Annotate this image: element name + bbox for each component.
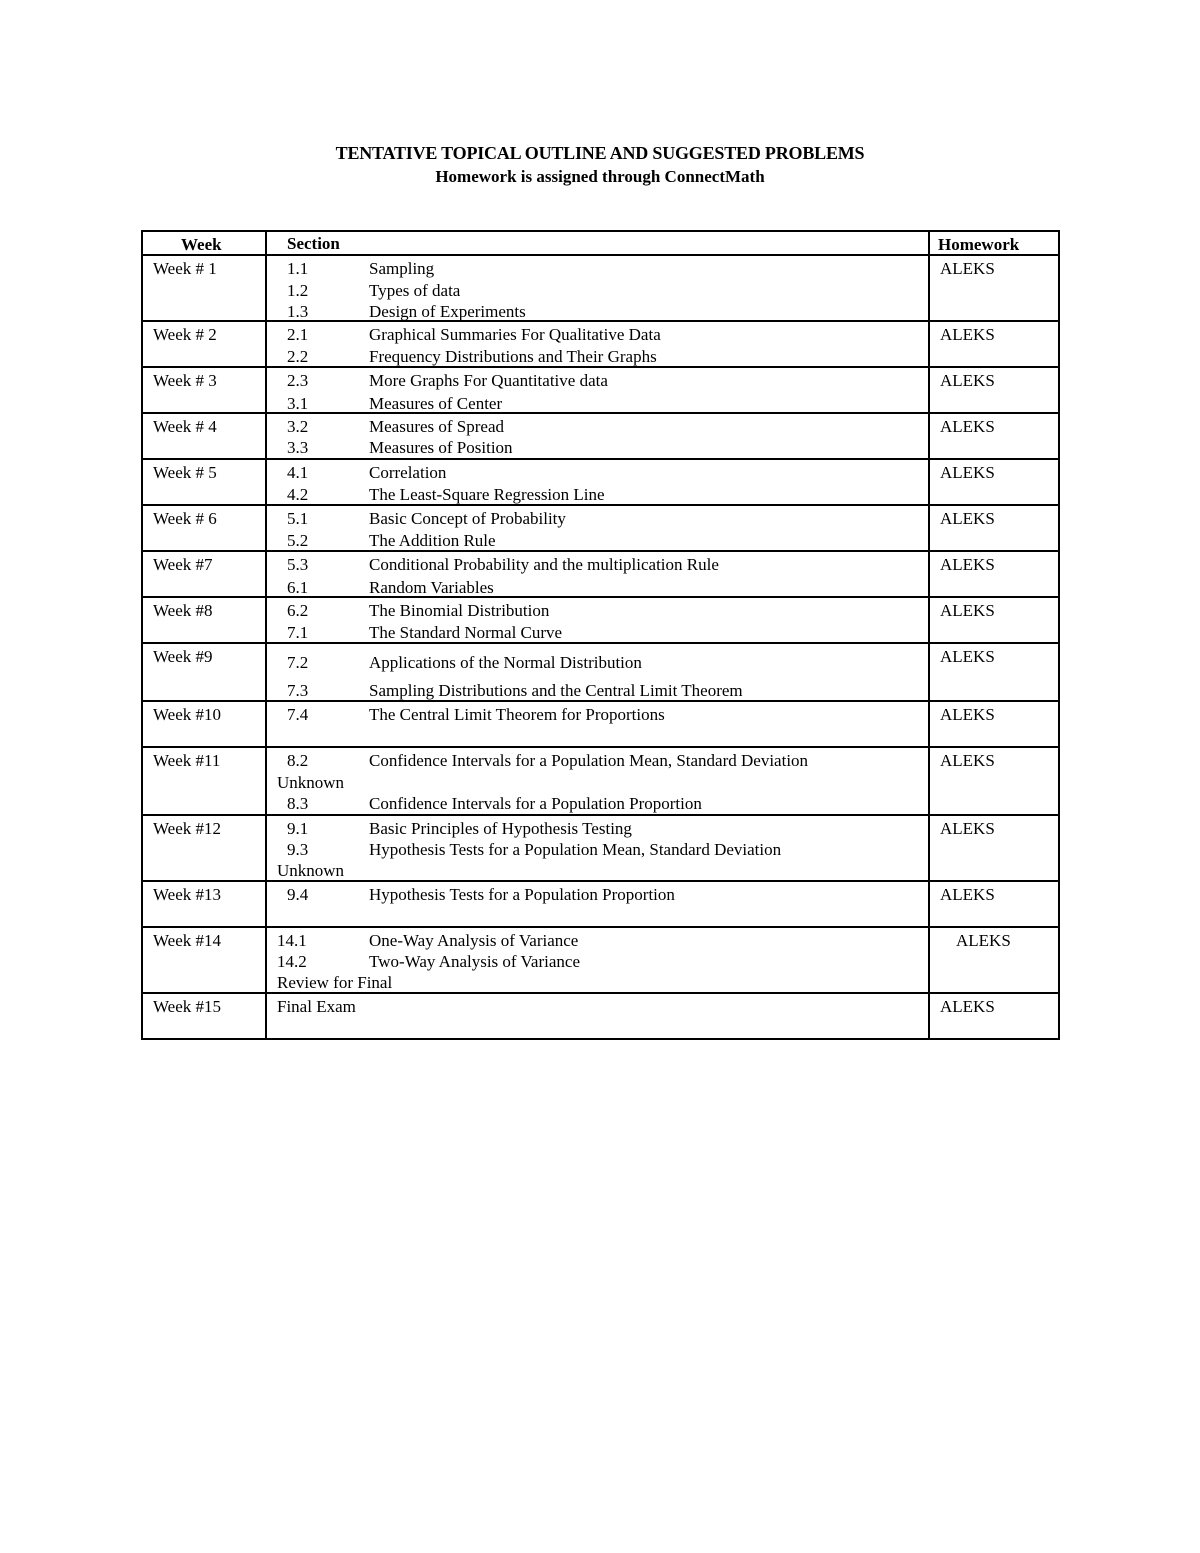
section-title: Random Variables	[369, 578, 494, 597]
table-row	[141, 882, 1060, 928]
section-number: 3.3	[287, 438, 309, 457]
section-number: 9.4	[287, 885, 309, 904]
section-number: 5.2	[287, 531, 309, 550]
section-number: 14.1	[277, 931, 307, 950]
week-cell: Week #14	[153, 931, 222, 950]
week-cell: Week # 1	[153, 259, 217, 278]
section-number: 5.1	[287, 509, 309, 528]
table-header-row	[141, 230, 1060, 256]
section-continuation-text: Unknown	[277, 773, 345, 792]
homework-cell: ALEKS	[940, 601, 995, 620]
homework-cell: ALEKS	[940, 885, 995, 904]
section-title: Confidence Intervals for a Population Proportion	[369, 794, 702, 813]
table-row	[141, 748, 1060, 816]
week-cell: Week #10	[153, 705, 222, 724]
week-column-header: Week	[181, 235, 222, 254]
homework-cell: ALEKS	[940, 509, 995, 528]
homework-cell: ALEKS	[940, 751, 995, 770]
section-cell	[267, 460, 928, 504]
section-cell	[267, 256, 928, 320]
homework-cell: ALEKS	[956, 931, 1011, 950]
table-row	[141, 598, 1060, 644]
table-row	[141, 414, 1060, 460]
outline-table	[141, 230, 1060, 1040]
week-cell: Week # 5	[153, 463, 217, 482]
section-cell	[267, 368, 928, 412]
section-cell	[267, 552, 928, 596]
document-subtitle: Homework is assigned through ConnectMath	[435, 167, 765, 186]
section-number: 8.3	[287, 794, 309, 813]
week-cell: Week # 2	[153, 325, 217, 344]
section-title: Basic Concept of Probability	[369, 509, 566, 528]
section-title: Graphical Summaries For Qualitative Data	[369, 325, 661, 344]
section-title: More Graphs For Quantitative data	[369, 371, 608, 390]
homework-cell: ALEKS	[940, 371, 995, 390]
section-number: 7.1	[287, 623, 309, 642]
section-number: 2.1	[287, 325, 309, 344]
section-number: 1.3	[287, 302, 309, 321]
table-row	[141, 460, 1060, 506]
section-number: 6.1	[287, 578, 309, 597]
table-row	[141, 816, 1060, 882]
section-title: Basic Principles of Hypothesis Testing	[369, 819, 632, 838]
section-cell	[267, 816, 928, 880]
week-cell: Week #8	[153, 601, 213, 620]
section-cell	[267, 506, 928, 550]
homework-cell: ALEKS	[940, 259, 995, 278]
table-row	[141, 644, 1060, 702]
section-title: Design of Experiments	[369, 302, 526, 321]
section-cell	[267, 702, 928, 746]
section-number: 3.2	[287, 417, 309, 436]
week-cell: Week # 4	[153, 417, 217, 436]
homework-cell: ALEKS	[940, 647, 995, 666]
section-number: 9.3	[287, 840, 309, 859]
section-cell	[267, 414, 928, 458]
section-number: 7.4	[287, 705, 309, 724]
table-row	[141, 368, 1060, 414]
section-cell	[267, 928, 928, 992]
section-title: Correlation	[369, 463, 447, 482]
section-number: 9.1	[287, 819, 309, 838]
section-title: One-Way Analysis of Variance	[369, 931, 579, 950]
section-title: Frequency Distributions and Their Graphs	[369, 347, 657, 366]
section-number: 4.1	[287, 463, 309, 482]
week-cell: Week #15	[153, 997, 222, 1016]
week-cell: Week # 3	[153, 371, 217, 390]
homework-cell: ALEKS	[940, 555, 995, 574]
homework-cell: ALEKS	[940, 463, 995, 482]
section-title: The Binomial Distribution	[369, 601, 550, 620]
section-title: Conditional Probability and the multiplication Rule	[369, 555, 719, 574]
section-cell	[267, 748, 928, 814]
section-title: Measures of Center	[369, 394, 503, 413]
section-title: Measures of Position	[369, 438, 513, 457]
section-cell	[267, 882, 928, 926]
section-cell	[267, 322, 928, 366]
section-number: 2.2	[287, 347, 309, 366]
homework-cell: ALEKS	[940, 819, 995, 838]
table-body	[141, 256, 1060, 1040]
table-row	[141, 506, 1060, 552]
section-title: Applications of the Normal Distribution	[369, 653, 642, 672]
section-title: Hypothesis Tests for a Population Proportion	[369, 885, 675, 904]
week-cell: Week #7	[153, 555, 213, 574]
week-cell: Week #13	[153, 885, 222, 904]
week-cell: Week #11	[153, 751, 221, 770]
homework-cell: ALEKS	[940, 705, 995, 724]
homework-cell: ALEKS	[940, 325, 995, 344]
section-cell	[267, 994, 928, 1038]
week-cell: Week # 6	[153, 509, 217, 528]
section-continuation-text: Review for Final	[277, 973, 393, 992]
section-cell	[267, 644, 928, 700]
homework-cell: ALEKS	[940, 417, 995, 436]
section-title: The Standard Normal Curve	[369, 623, 563, 642]
document-title: TENTATIVE TOPICAL OUTLINE AND SUGGESTED PROBLEMS	[335, 143, 865, 163]
section-number: 6.2	[287, 601, 309, 620]
section-title: Sampling Distributions and the Central Limit Theorem	[369, 681, 743, 700]
section-title: Confidence Intervals for a Population Mean, Standard Deviation	[369, 751, 809, 770]
section-title: Measures of Spread	[369, 417, 505, 436]
week-cell: Week #9	[153, 647, 213, 666]
section-number: 1.1	[287, 259, 309, 278]
homework-cell: ALEKS	[940, 997, 995, 1016]
section-title: Hypothesis Tests for a Population Mean, Standard Deviation	[369, 840, 782, 859]
table-row	[141, 322, 1060, 368]
section-title: The Central Limit Theorem for Proportions	[369, 705, 665, 724]
section-number: 4.2	[287, 485, 309, 504]
section-continuation-text: Unknown	[277, 861, 345, 880]
section-number: 7.3	[287, 681, 309, 700]
section-column-header: Section	[287, 234, 340, 253]
section-continuation-text: Final Exam	[277, 997, 356, 1016]
section-number: 8.2	[287, 751, 309, 770]
homework-column-header: Homework	[938, 235, 1020, 254]
section-title: Types of data	[369, 281, 461, 300]
table-row	[141, 256, 1060, 322]
section-title: The Least-Square Regression Line	[369, 485, 605, 504]
table-row	[141, 702, 1060, 748]
table-row	[141, 552, 1060, 598]
section-number: 5.3	[287, 555, 309, 574]
section-number: 1.2	[287, 281, 309, 300]
section-number: 14.2	[277, 952, 307, 971]
section-title: The Addition Rule	[369, 531, 496, 550]
week-cell: Week #12	[153, 819, 222, 838]
section-number: 2.3	[287, 371, 309, 390]
table-row	[141, 928, 1060, 994]
section-cell	[267, 598, 928, 642]
section-number: 3.1	[287, 394, 309, 413]
section-title: Two-Way Analysis of Variance	[369, 952, 580, 971]
section-number: 7.2	[287, 653, 309, 672]
section-title: Sampling	[369, 259, 435, 278]
table-row	[141, 994, 1060, 1040]
